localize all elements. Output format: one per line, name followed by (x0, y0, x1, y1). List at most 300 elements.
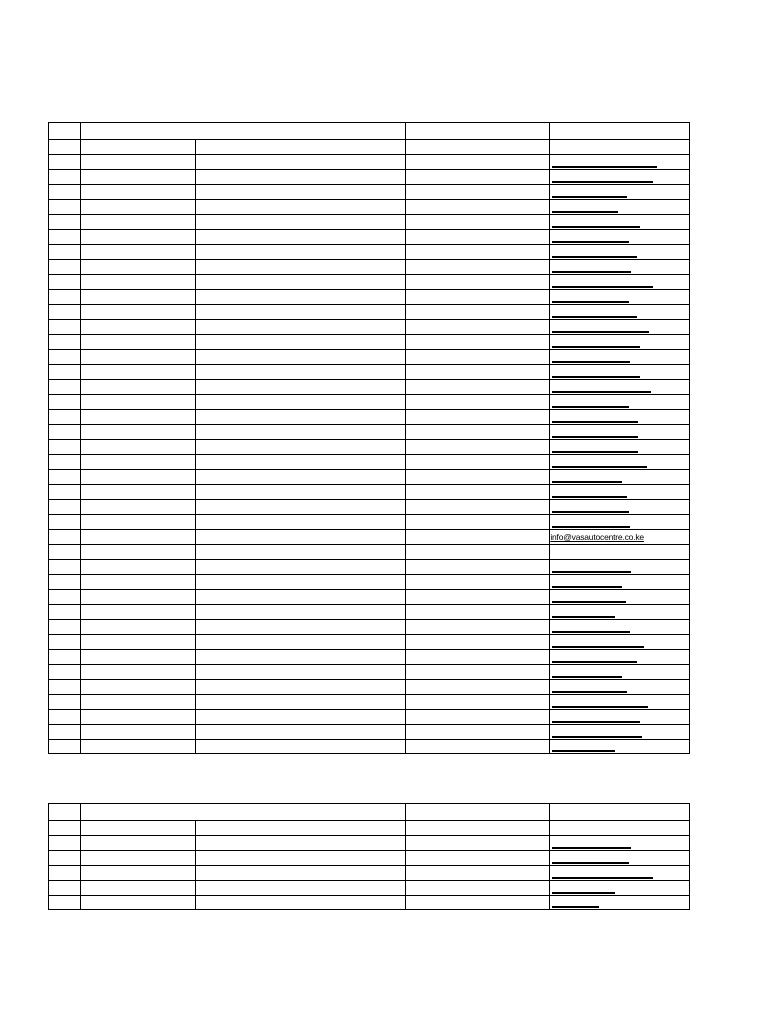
email-link-underline[interactable] (552, 211, 618, 213)
table-row (49, 896, 690, 910)
email-link-underline[interactable] (552, 586, 622, 588)
table-row (49, 650, 690, 665)
table-row (49, 140, 690, 155)
cell-company (81, 635, 196, 650)
cell-company (81, 650, 196, 665)
cell-index (49, 695, 81, 710)
cell-company (81, 185, 196, 200)
cell-company (81, 515, 196, 530)
cell-index (49, 185, 81, 200)
cell-email[interactable] (550, 425, 690, 440)
cell-phone (405, 305, 550, 320)
table-row (49, 230, 690, 245)
cell-email[interactable] (550, 320, 690, 335)
email-link-underline[interactable] (552, 196, 627, 198)
cell-email[interactable] (550, 395, 690, 410)
cell-phone (405, 185, 550, 200)
email-link-underline[interactable] (552, 750, 615, 752)
cell-index (49, 605, 81, 620)
cell-phone (405, 590, 550, 605)
cell-phone (405, 866, 550, 881)
cell-company (81, 170, 196, 185)
cell-company (81, 470, 196, 485)
cell-company (81, 896, 196, 910)
cell-address (195, 230, 405, 245)
cell-address (195, 725, 405, 740)
cell-address (195, 320, 405, 335)
table-row (49, 185, 690, 200)
cell-index (49, 710, 81, 725)
email-link-underline[interactable] (552, 256, 637, 258)
cell-phone (405, 350, 550, 365)
email-link-underline[interactable] (552, 892, 615, 894)
cell-index (49, 425, 81, 440)
table-row (49, 200, 690, 215)
cell-address (195, 515, 405, 530)
table-row (49, 290, 690, 305)
cell-company (81, 140, 196, 155)
table-row (49, 605, 690, 620)
cell-phone (405, 170, 550, 185)
email-link-underline[interactable] (552, 376, 640, 378)
cell-phone (405, 440, 550, 455)
email-link-underline[interactable] (552, 226, 640, 228)
cell-company (81, 410, 196, 425)
cell-index (49, 680, 81, 695)
cell-address (195, 305, 405, 320)
cell-index (49, 575, 81, 590)
cell-phone (405, 230, 550, 245)
cell-company (81, 740, 196, 754)
cell-company (81, 725, 196, 740)
cell-company (81, 881, 196, 896)
table-row (49, 710, 690, 725)
email-link-underline[interactable] (552, 406, 629, 408)
email-link-underline[interactable] (552, 646, 644, 648)
cell-email[interactable] (550, 530, 690, 545)
cell-company (81, 866, 196, 881)
table1-header-row (49, 123, 690, 140)
cell-phone (405, 665, 550, 680)
cell-email[interactable] (550, 575, 690, 590)
cell-address (195, 275, 405, 290)
cell-index (49, 290, 81, 305)
cell-address (195, 635, 405, 650)
cell-phone (405, 200, 550, 215)
cell-email[interactable] (550, 335, 690, 350)
cell-phone (405, 605, 550, 620)
cell-address (195, 350, 405, 365)
cell-company (81, 335, 196, 350)
cell-company (81, 425, 196, 440)
cell-email[interactable] (550, 155, 690, 170)
cell-email[interactable] (550, 410, 690, 425)
cell-email[interactable] (550, 650, 690, 665)
email-link-underline[interactable] (552, 331, 649, 333)
cell-phone (405, 545, 550, 560)
cell-email[interactable] (550, 515, 690, 530)
email-link-underline[interactable] (552, 526, 630, 528)
table-row (49, 725, 690, 740)
table-row (49, 665, 690, 680)
cell-email[interactable] (550, 305, 690, 320)
email-link-underline[interactable] (552, 736, 642, 738)
cell-email[interactable] (550, 836, 690, 851)
cell-company (81, 380, 196, 395)
cell-address (195, 896, 405, 910)
cell-index (49, 140, 81, 155)
cell-company (81, 590, 196, 605)
header-cell-name (81, 804, 406, 821)
cell-index (49, 851, 81, 866)
cell-email[interactable] (550, 215, 690, 230)
cell-email[interactable] (550, 590, 690, 605)
email-link-underline[interactable] (552, 847, 631, 849)
email-link-underline[interactable] (552, 691, 627, 693)
table-row (49, 365, 690, 380)
cell-email[interactable] (550, 740, 690, 754)
cell-company (81, 485, 196, 500)
email-link-underline[interactable] (552, 616, 615, 618)
table-row (49, 305, 690, 320)
cell-address (195, 740, 405, 754)
email-link-underline[interactable] (552, 511, 629, 513)
cell-index (49, 530, 81, 545)
email-link-underline[interactable] (552, 906, 599, 908)
cell-address (195, 335, 405, 350)
cell-phone (405, 335, 550, 350)
cell-address (195, 380, 405, 395)
cell-company (81, 395, 196, 410)
cell-email[interactable] (550, 866, 690, 881)
cell-email[interactable] (550, 680, 690, 695)
cell-phone (405, 515, 550, 530)
cell-address (195, 185, 405, 200)
cell-index (49, 260, 81, 275)
cell-index (49, 485, 81, 500)
cell-phone (405, 575, 550, 590)
table-row (49, 530, 690, 545)
cell-index (49, 665, 81, 680)
cell-email[interactable] (550, 440, 690, 455)
cell-index (49, 740, 81, 754)
table-row (49, 485, 690, 500)
cell-phone (405, 275, 550, 290)
table-row (49, 335, 690, 350)
cell-email[interactable] (550, 200, 690, 215)
cell-company (81, 500, 196, 515)
cell-email[interactable] (550, 275, 690, 290)
email-link-underline[interactable] (552, 271, 631, 273)
cell-index (49, 821, 81, 836)
cell-email[interactable] (550, 245, 690, 260)
table-row (49, 320, 690, 335)
cell-address (195, 680, 405, 695)
cell-index (49, 896, 81, 910)
cell-address (195, 440, 405, 455)
cell-index (49, 230, 81, 245)
cell-phone (405, 740, 550, 754)
cell-index (49, 881, 81, 896)
email-link[interactable]: info@vasautocentre.co.ke (550, 532, 644, 542)
cell-address (195, 365, 405, 380)
cell-company (81, 260, 196, 275)
cell-index (49, 515, 81, 530)
cell-phone (405, 725, 550, 740)
table-row (49, 410, 690, 425)
cell-email[interactable] (550, 485, 690, 500)
cell-email[interactable] (550, 140, 690, 155)
cell-address (195, 866, 405, 881)
cell-address (195, 710, 405, 725)
table-row (49, 500, 690, 515)
cell-phone (405, 560, 550, 575)
cell-address (195, 410, 405, 425)
cell-index (49, 215, 81, 230)
cell-company (81, 230, 196, 245)
cell-email[interactable] (550, 350, 690, 365)
cell-address (195, 395, 405, 410)
cell-index (49, 365, 81, 380)
cell-email[interactable] (550, 560, 690, 575)
cell-email[interactable] (550, 605, 690, 620)
cell-address (195, 170, 405, 185)
cell-phone (405, 851, 550, 866)
cell-email[interactable] (550, 470, 690, 485)
table-row (49, 350, 690, 365)
cell-phone (405, 290, 550, 305)
cell-address (195, 530, 405, 545)
table-row (49, 440, 690, 455)
email-link-underline[interactable] (552, 721, 640, 723)
cell-company (81, 365, 196, 380)
email-link-underline[interactable] (552, 601, 626, 603)
email-link-underline[interactable] (552, 706, 648, 708)
table-row (49, 380, 690, 395)
cell-index (49, 635, 81, 650)
email-link-underline[interactable] (552, 451, 638, 453)
email-link-underline[interactable] (552, 496, 627, 498)
cell-phone (405, 896, 550, 910)
cell-address (195, 695, 405, 710)
cell-email[interactable] (550, 230, 690, 245)
cell-phone (405, 245, 550, 260)
cell-address (195, 881, 405, 896)
email-link-underline[interactable] (552, 571, 631, 573)
table2-header-row (49, 804, 690, 821)
cell-email[interactable] (550, 710, 690, 725)
cell-email[interactable] (550, 455, 690, 470)
cell-email[interactable] (550, 545, 690, 560)
cell-phone (405, 695, 550, 710)
header-cell-name (81, 123, 406, 140)
table-row (49, 155, 690, 170)
cell-index (49, 245, 81, 260)
cell-index (49, 410, 81, 425)
cell-company (81, 290, 196, 305)
cell-index (49, 440, 81, 455)
cell-email[interactable] (550, 170, 690, 185)
cell-email[interactable] (550, 260, 690, 275)
email-link-underline[interactable] (552, 631, 630, 633)
table-row (49, 455, 690, 470)
cell-email[interactable] (550, 290, 690, 305)
cell-address (195, 650, 405, 665)
contacts-table-2 (48, 803, 690, 910)
cell-index (49, 560, 81, 575)
cell-email[interactable] (550, 695, 690, 710)
table-row (49, 575, 690, 590)
cell-phone (405, 140, 550, 155)
email-link-underline[interactable] (552, 166, 657, 168)
cell-phone (405, 155, 550, 170)
cell-phone (405, 470, 550, 485)
email-link-underline[interactable] (552, 877, 653, 879)
cell-address (195, 215, 405, 230)
cell-phone (405, 500, 550, 515)
table-row (49, 866, 690, 881)
table-row (49, 590, 690, 605)
email-link-underline[interactable] (552, 661, 637, 663)
cell-address (195, 665, 405, 680)
cell-email[interactable] (550, 881, 690, 896)
cell-index (49, 275, 81, 290)
cell-company (81, 560, 196, 575)
table-row (49, 395, 690, 410)
cell-email[interactable] (550, 725, 690, 740)
cell-index (49, 725, 81, 740)
cell-email[interactable] (550, 821, 690, 836)
cell-address (195, 545, 405, 560)
cell-index (49, 590, 81, 605)
email-link-underline[interactable] (552, 301, 629, 303)
cell-address (195, 500, 405, 515)
header-cell-col4 (405, 123, 550, 140)
cell-phone (405, 650, 550, 665)
cell-phone (405, 530, 550, 545)
table-row (49, 695, 690, 710)
cell-email[interactable] (550, 380, 690, 395)
table-row (49, 470, 690, 485)
cell-company (81, 350, 196, 365)
cell-index (49, 545, 81, 560)
cell-email[interactable] (550, 635, 690, 650)
email-link-underline[interactable] (552, 361, 630, 363)
email-link-underline[interactable] (552, 316, 637, 318)
cell-email[interactable] (550, 896, 690, 910)
cell-company (81, 836, 196, 851)
cell-phone (405, 710, 550, 725)
cell-phone (405, 425, 550, 440)
email-link-underline[interactable] (552, 391, 651, 393)
cell-index (49, 866, 81, 881)
cell-address (195, 260, 405, 275)
email-link-underline[interactable] (552, 436, 638, 438)
cell-address (195, 575, 405, 590)
table-row (49, 881, 690, 896)
email-link-underline[interactable] (552, 286, 653, 288)
cell-company (81, 440, 196, 455)
cell-phone (405, 215, 550, 230)
cell-address (195, 200, 405, 215)
email-link-underline[interactable] (552, 421, 638, 423)
email-link-underline[interactable] (552, 181, 653, 183)
cell-index (49, 200, 81, 215)
cell-address (195, 851, 405, 866)
cell-phone (405, 836, 550, 851)
cell-address (195, 470, 405, 485)
table-row (49, 560, 690, 575)
cell-email[interactable] (550, 851, 690, 866)
cell-phone (405, 380, 550, 395)
table-row (49, 515, 690, 530)
table-row (49, 260, 690, 275)
cell-address (195, 605, 405, 620)
cell-index (49, 650, 81, 665)
cell-address (195, 245, 405, 260)
cell-email[interactable] (550, 365, 690, 380)
cell-company (81, 605, 196, 620)
email-link-underline[interactable] (552, 481, 622, 483)
cell-company (81, 665, 196, 680)
email-link-underline[interactable] (552, 676, 622, 678)
cell-address (195, 836, 405, 851)
cell-phone (405, 260, 550, 275)
cell-index (49, 155, 81, 170)
cell-phone (405, 821, 550, 836)
cell-company (81, 155, 196, 170)
header-cell-col5 (550, 804, 690, 821)
table-row (49, 215, 690, 230)
cell-company (81, 710, 196, 725)
email-link-underline[interactable] (552, 466, 647, 468)
table-row (49, 836, 690, 851)
cell-company (81, 545, 196, 560)
cell-company (81, 320, 196, 335)
cell-index (49, 350, 81, 365)
cell-company (81, 215, 196, 230)
cell-phone (405, 320, 550, 335)
cell-index (49, 305, 81, 320)
table-row (49, 680, 690, 695)
cell-address (195, 425, 405, 440)
cell-company (81, 851, 196, 866)
cell-email[interactable] (550, 500, 690, 515)
cell-company (81, 695, 196, 710)
cell-company (81, 245, 196, 260)
header-cell-index (49, 804, 81, 821)
table-row (49, 245, 690, 260)
email-link-underline[interactable] (552, 862, 629, 864)
cell-phone (405, 485, 550, 500)
cell-company (81, 200, 196, 215)
cell-address (195, 590, 405, 605)
table-row (49, 635, 690, 650)
cell-company (81, 821, 196, 836)
cell-email[interactable] (550, 185, 690, 200)
cell-email[interactable] (550, 620, 690, 635)
cell-address (195, 155, 405, 170)
table-row (49, 275, 690, 290)
cell-address (195, 560, 405, 575)
cell-index (49, 170, 81, 185)
cell-address (195, 620, 405, 635)
cell-email[interactable] (550, 665, 690, 680)
cell-phone (405, 395, 550, 410)
email-link-underline[interactable] (552, 346, 640, 348)
cell-company (81, 305, 196, 320)
email-link-underline[interactable] (552, 241, 629, 243)
